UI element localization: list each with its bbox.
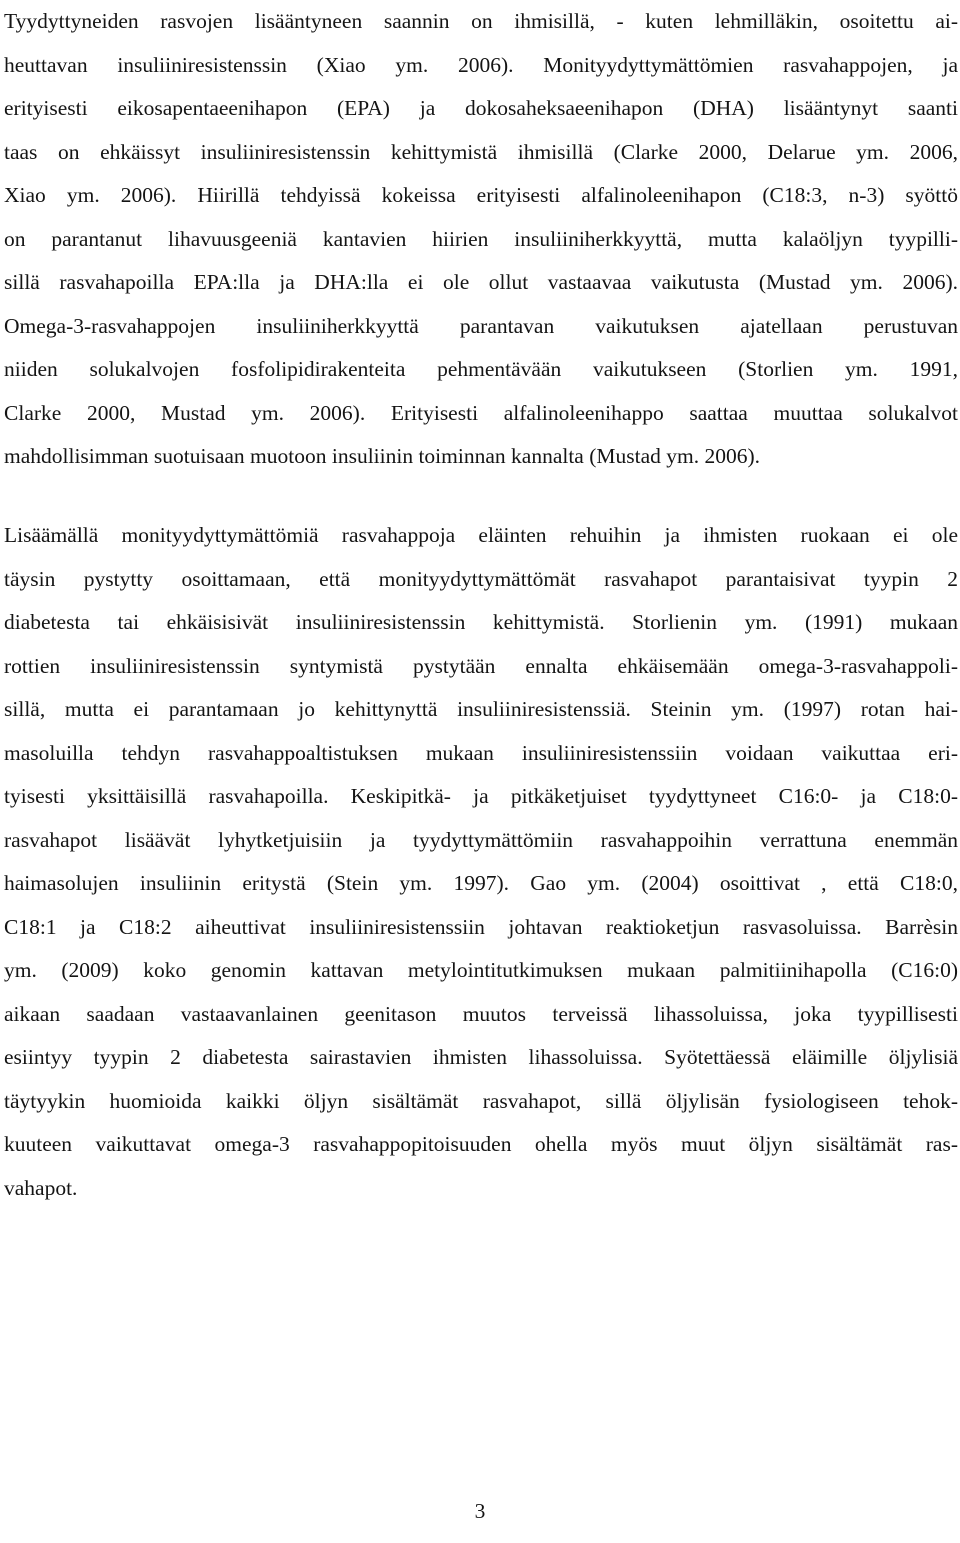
text-line: sillä rasvahapoilla EPA:lla ja DHA:lla ei ole ollut vastaavaa vaikutusta (Mustad ym. 2006). [4, 270, 958, 294]
text-line: ym. (2009) koko genomin kattavan metylointitutkimuksen mukaan palmitiinihapolla (C16:0) [4, 958, 958, 982]
text-line: rasvahapot lisäävät lyhytketjuisiin ja tyydyttymättömiin rasvahappoihin verrattuna enemmän [4, 827, 958, 852]
text-line: masoluilla tehdyn rasvahappoaltistuksen mukaan insuliiniresistenssiin voidaan vaikuttaa eri- [4, 740, 958, 765]
text-line: Omega-3-rasvahappojen insuliiniherkkyyttä parantavan vaikutuksen ajatellaan perustuvan [4, 313, 958, 338]
text-line: täytyykin huomioida kaikki öljyn sisältämät rasvahapot, sillä öljylisän fysiologiseen tehok- [4, 1088, 958, 1113]
text-line: niiden solukalvojen fosfolipidirakenteita pehmentävään vaikutukseen (Storlien ym. 1991, [4, 357, 958, 381]
text-line: taas on ehkäissyt insuliiniresistenssin kehittymistä ihmisillä (Clarke 2000, Delarue ym. 2006, [4, 139, 958, 164]
page-number: 3 [474, 1499, 486, 1523]
text-line: rottien insuliiniresistenssin syntymistä pystytään ennalta ehkäisemään omega-3-rasvahappoli- [4, 653, 958, 678]
text-line: esiintyy tyypin 2 diabetesta sairastavien ihmisten lihassoluissa. Syötettäessä eläimille öljylisiä [4, 1045, 958, 1069]
text-line: haimasolujen insuliinin eritystä (Stein ym. 1997). Gao ym. (2004) osoittivat , että C18:0, [4, 871, 958, 895]
text-line: vahapot. [4, 1175, 78, 1200]
text-line: aikaan saadaan vastaavanlainen geenitason muutos terveissä lihassoluissa, joka tyypillisesti [4, 1001, 958, 1026]
paragraph-2 [4, 514, 958, 1210]
text-line: tyisesti yksittäisillä rasvahapoilla. Keskipitkä- ja pitkäketjuiset tyydyttyneet C16:0- ja C18:0- [4, 784, 958, 808]
paragraph-1 [4, 0, 958, 479]
text-line: Tyydyttyneiden rasvojen lisääntyneen saannin on ihmisillä, - kuten lehmilläkin, osoitettu ai- [4, 9, 958, 33]
text-line: täysin pystytty osoittamaan, että monityydyttymättömät rasvahapot parantaisivat tyypin 2 [4, 566, 958, 591]
text-line: erityisesti eikosapentaeenihapon (EPA) ja dokosaheksaeenihapon (DHA) lisääntynyt saanti [4, 96, 958, 120]
text-line: Xiao ym. 2006). Hiirillä tehdyissä kokeissa erityisesti alfalinoleenihapon (C18:3, n-3) syöttö [4, 183, 958, 207]
text-line: on parantanut lihavuusgeeniä kantavien hiirien insuliiniherkkyyttä, mutta kalaöljyn tyypilli- [4, 226, 958, 251]
text-line: heuttavan insuliiniresistenssin (Xiao ym. 2006). Monityydyttymättömien rasvahappojen, ja [4, 52, 958, 77]
text-line: Lisäämällä monityydyttymättömiä rasvahappoja eläinten rehuihin ja ihmisten ruokaan ei ole [4, 523, 958, 547]
text-line: C18:1 ja C18:2 aiheuttivat insuliiniresistenssiin johtavan reaktioketjun rasvasoluissa. Barrèsin [4, 914, 958, 939]
text-line: sillä, mutta ei parantamaan jo kehittynyttä insuliiniresistenssiä. Steinin ym. (1997) rotan hai- [4, 697, 958, 721]
text-line: kuuteen vaikuttavat omega-3 rasvahappopitoisuuden ohella myös muut öljyn sisältämät ras- [4, 1132, 958, 1156]
text-line: diabetesta tai ehkäisisivät insuliiniresistenssin kehittymistä. Storlienin ym. (1991) mukaan [4, 610, 958, 634]
text-line: mahdollisimman suotuisaan muotoon insuliinin toiminnan kannalta (Mustad ym. 2006). [4, 444, 761, 468]
text-line: Clarke 2000, Mustad ym. 2006). Erityisesti alfalinoleenihappo saattaa muuttaa solukalvot [4, 400, 958, 425]
